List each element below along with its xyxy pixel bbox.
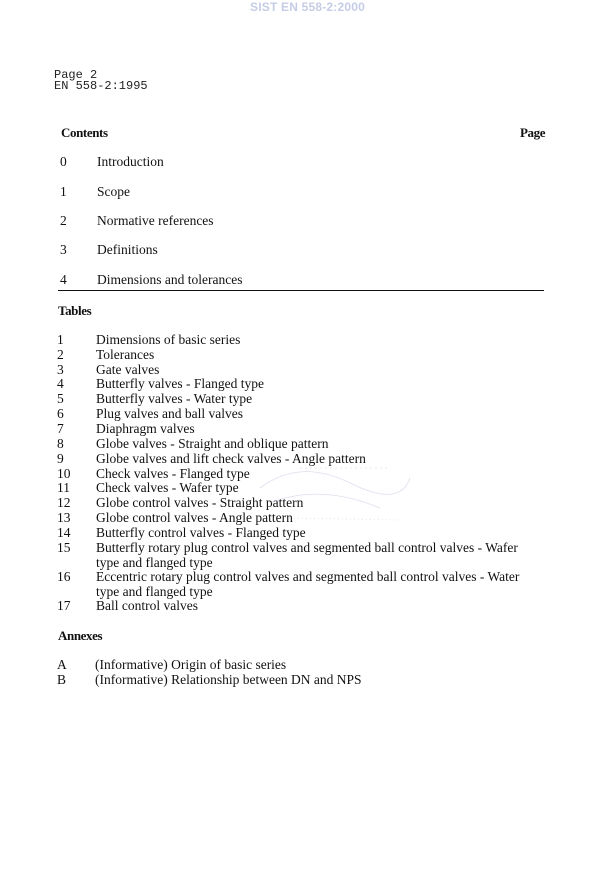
table-number: 16	[57, 569, 71, 584]
table-number: 6	[57, 406, 64, 421]
divider-line	[58, 290, 544, 291]
contents-item-number: 1	[60, 184, 67, 199]
page-column-heading: Page	[520, 125, 546, 140]
faint-stamp-mark	[240, 428, 420, 548]
annex-letter: A	[57, 657, 67, 672]
table-title: Diaphragm valves	[96, 421, 195, 436]
table-title: Check valves - Wafer type	[96, 480, 239, 495]
table-title: Gate valves	[96, 362, 160, 377]
table-title: Ball control valves	[96, 598, 198, 613]
contents-item-number: 3	[60, 242, 67, 257]
table-title: Butterfly control valves - Flanged type	[96, 525, 306, 540]
table-number: 15	[57, 540, 71, 555]
contents-item-number: 2	[60, 213, 67, 228]
table-number: 4	[57, 376, 64, 391]
contents-item-title: Definitions	[97, 242, 158, 257]
table-number: 2	[57, 347, 64, 362]
table-number: 3	[57, 362, 64, 377]
contents-item-title: Scope	[97, 184, 130, 199]
table-title: Globe control valves - Straight pattern	[96, 495, 304, 510]
table-title: Butterfly valves - Flanged type	[96, 376, 264, 391]
tables-heading: Tables	[58, 303, 92, 318]
table-title: Eccentric rotary plug control valves and segmented ball control valves - Water type and flanged type	[96, 569, 520, 599]
table-number: 8	[57, 436, 64, 451]
table-title: Tolerances	[96, 347, 155, 362]
contents-item-title: Introduction	[97, 154, 164, 169]
annexes-heading: Annexes	[58, 628, 103, 643]
contents-item-number: 4	[60, 272, 67, 287]
contents-item-title: Normative references	[97, 213, 214, 228]
table-number: 14	[57, 525, 71, 540]
table-title: Globe control valves - Angle pattern	[96, 510, 293, 525]
table-title: Globe valves and lift check valves - Angle pattern	[96, 451, 366, 466]
table-number: 12	[57, 495, 71, 510]
annex-title: (Informative) Origin of basic series	[95, 657, 287, 672]
table-title: Globe valves - Straight and oblique pattern	[96, 436, 329, 451]
contents-item-number: 0	[60, 154, 67, 169]
table-title: Butterfly rotary plug control valves and segmented ball control valves - Wafer type and flanged type	[96, 540, 518, 570]
standard-number-line: EN 558-2:1995	[54, 79, 148, 93]
page-number-line: Page 2	[54, 68, 98, 82]
watermark: SIST EN 558-2:2000	[250, 0, 365, 14]
contents-item-title: Dimensions and tolerances	[97, 272, 243, 287]
contents-heading: Contents	[61, 125, 108, 140]
table-number: 5	[57, 391, 64, 406]
table-number: 1	[57, 332, 64, 347]
table-number: 11	[57, 480, 70, 495]
table-number: 7	[57, 421, 64, 436]
table-number: 10	[57, 466, 71, 481]
table-title: Butterfly valves - Water type	[96, 391, 253, 406]
annex-title: (Informative) Relationship between DN and NPS	[95, 672, 362, 687]
table-number: 13	[57, 510, 71, 525]
table-title: Dimensions of basic series	[96, 332, 241, 347]
table-title: Check valves - Flanged type	[96, 466, 250, 481]
annex-letter: B	[57, 672, 67, 687]
table-number: 9	[57, 451, 64, 466]
table-number: 17	[57, 598, 71, 613]
table-title: Plug valves and ball valves	[96, 406, 243, 421]
